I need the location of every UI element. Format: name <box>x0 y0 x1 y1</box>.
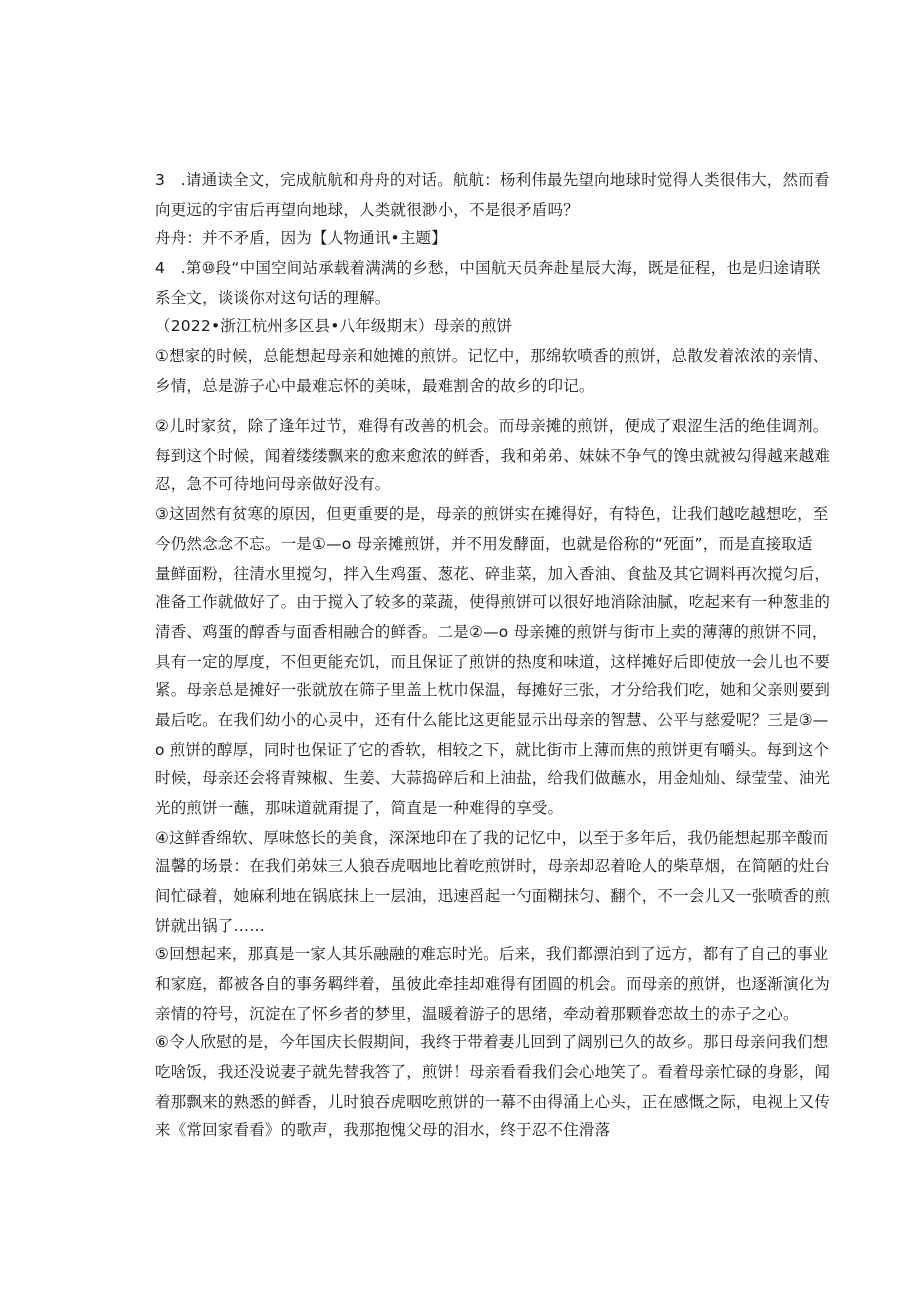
paragraph-5-line: 亲情的符号，沉淀在了怀乡者的梦里，温暖着游子的思绪，牵动着那颗眷恋故土的赤子之心。 <box>155 1005 799 1023</box>
question-3-line-2: 向更远的宇宙后再望向地球，人类就很渺小，不是很矛盾吗？ <box>155 201 579 219</box>
paragraph-5-line: 和家庭，都被各自的事务羁绊着，虽彼此牵挂却难得有团圆的机会。而母亲的煎饼，也逐渐演化为 <box>155 975 831 993</box>
question-4-line-2: 系全文，谈谈你对这句话的理解。 <box>155 289 391 307</box>
paragraph-2-line: 每到这个时候，闻着缕缕飘来的愈来愈浓的鲜香，我和弟弟、妹妹不争气的馋虫就被勾得越来越难 <box>155 447 831 465</box>
paragraph-6-line: ⑥令人欣慰的是，今年国庆长假期间，我终于带着妻儿回到了阔别已久的故乡。那日母亲问我们想 <box>155 1033 829 1051</box>
paragraph-1-line: ①想家的时候，总能想起母亲和她摊的煎饼。记忆中，那绵软喷香的煎饼，总散发着浓浓的亲情、 <box>155 347 829 365</box>
paragraph-4-line: 温馨的场景：在我们弟妹三人狼吞虎咽地比着吃煎饼时，母亲却忍着呛人的柴草烟，在简陋的灶台 <box>155 857 831 875</box>
paragraph-6-line: 着那飘来的熟悉的鲜香，儿时狼吞虎咽吃煎饼的一幕不由得涌上心头，正在感慨之际，电视上又传 <box>155 1093 831 1111</box>
paragraph-3-line: 具有一定的厚度，不但更能充饥，而且保证了煎饼的热度和味道，这样摊好后即使放一会儿也不要 <box>155 653 831 671</box>
question-3-answer-prompt: 舟舟：并不矛盾，因为【人物通讯•主题】 <box>155 229 447 247</box>
paragraph-3-line: 光的煎饼一蘸，那味道就甭提了，简直是一种难得的享受。 <box>155 799 564 817</box>
paragraph-1-line: 乡情，总是游子心中最难忘怀的美味，最难割舍的故乡的印记。 <box>155 377 595 395</box>
paragraph-4-line: ④这鲜香绵软、厚味悠长的美食，深深地印在了我的记忆中，以至于多年后，我仍能想起那辛酸而 <box>155 829 829 847</box>
paragraph-3-line: o 煎饼的醇厚，同时也保证了它的香软，相较之下，就比街市上薄而焦的煎饼更有嚼头。每到这个 <box>155 741 830 759</box>
paragraph-3-line: 量鲜面粉，往清水里搅匀，拌入生鸡蛋、葱花、碎韭菜，加入香油、食盐及其它调料再次搅匀后， <box>155 565 831 583</box>
paragraph-3-line: 紧。母亲总是摊好一张就放在筛子里盖上枕巾保温，每摊好三张，才分给我们吃，她和父亲则要到 <box>155 681 831 699</box>
paragraph-3-line: 准备工作就做好了。由于搅入了较多的菜蔬，使得煎饼可以很好地消除油腻，吃起来有一种葱韭的 <box>155 593 831 611</box>
paragraph-3-line: 时候，母亲还会将青辣椒、生姜、大蒜捣碎后和上油盐，给我们做蘸水，用金灿灿、绿莹莹、油光 <box>155 769 831 787</box>
paragraph-4-line: 饼就出锅了…… <box>155 917 265 935</box>
paragraph-3-line: 最后吃。在我们幼小的心灵中，还有什么能比这更能显示出母亲的智慧、公平与慈爱呢？三是③— <box>155 711 829 729</box>
question-3-line-1: 3 .请通读全文，完成航航和舟舟的对话。航航：杨利伟最先望向地球时觉得人类很伟大，然而看 <box>155 171 830 189</box>
question-4-line-1: 4 .第⑩段“中国空间站承载着满满的乡愁，中国航天员奔赴星辰大海，既是征程，也是归途请联 <box>155 259 821 277</box>
paragraph-2-line: 忍，急不可待地问母亲做好没有。 <box>155 475 391 493</box>
paragraph-3-line: 今仍然念念不忘。一是①—o 母亲摊煎饼，并不用发酵面，也就是俗称的“死面”，而是直接取适 <box>155 535 813 553</box>
passage-title: （2022•浙江杭州多区县•八年级期末）母亲的煎饼 <box>155 317 513 335</box>
paragraph-4-line: 间忙碌着，她麻利地在锅底抹上一层油，迅速舀起一勺面糊抹匀、翻个，不一会儿又一张喷香的煎 <box>155 887 831 905</box>
paragraph-5-line: ⑤回想起来，那真是一家人其乐融融的难忘时光。后来，我们都漂泊到了远方，都有了自己的事业 <box>155 945 829 963</box>
paragraph-3-line: 清香、鸡蛋的醇香与面香相融合的鲜香。二是②—o 母亲摊的煎饼与街市上卖的薄薄的煎饼不同， <box>155 623 828 641</box>
paragraph-6-line: 吃啥饭，我还没说妻子就先替我答了，煎饼！母亲看看我们会心地笑了。看着母亲忙碌的身影，闻 <box>155 1063 831 1081</box>
paragraph-6-line: 来《常回家看看》的歌声，我那抱愧父母的泪水，终于忍不住滑落 <box>155 1121 611 1139</box>
paragraph-3-line: ③这固然有贫寒的原因，但更重要的是，母亲的煎饼实在摊得好，有特色，让我们越吃越想吃，至 <box>155 505 829 523</box>
paragraph-2-line: ②儿时家贫，除了逢年过节，难得有改善的机会。而母亲摊的煎饼，便成了艰涩生活的绝佳调剂。 <box>155 417 829 435</box>
